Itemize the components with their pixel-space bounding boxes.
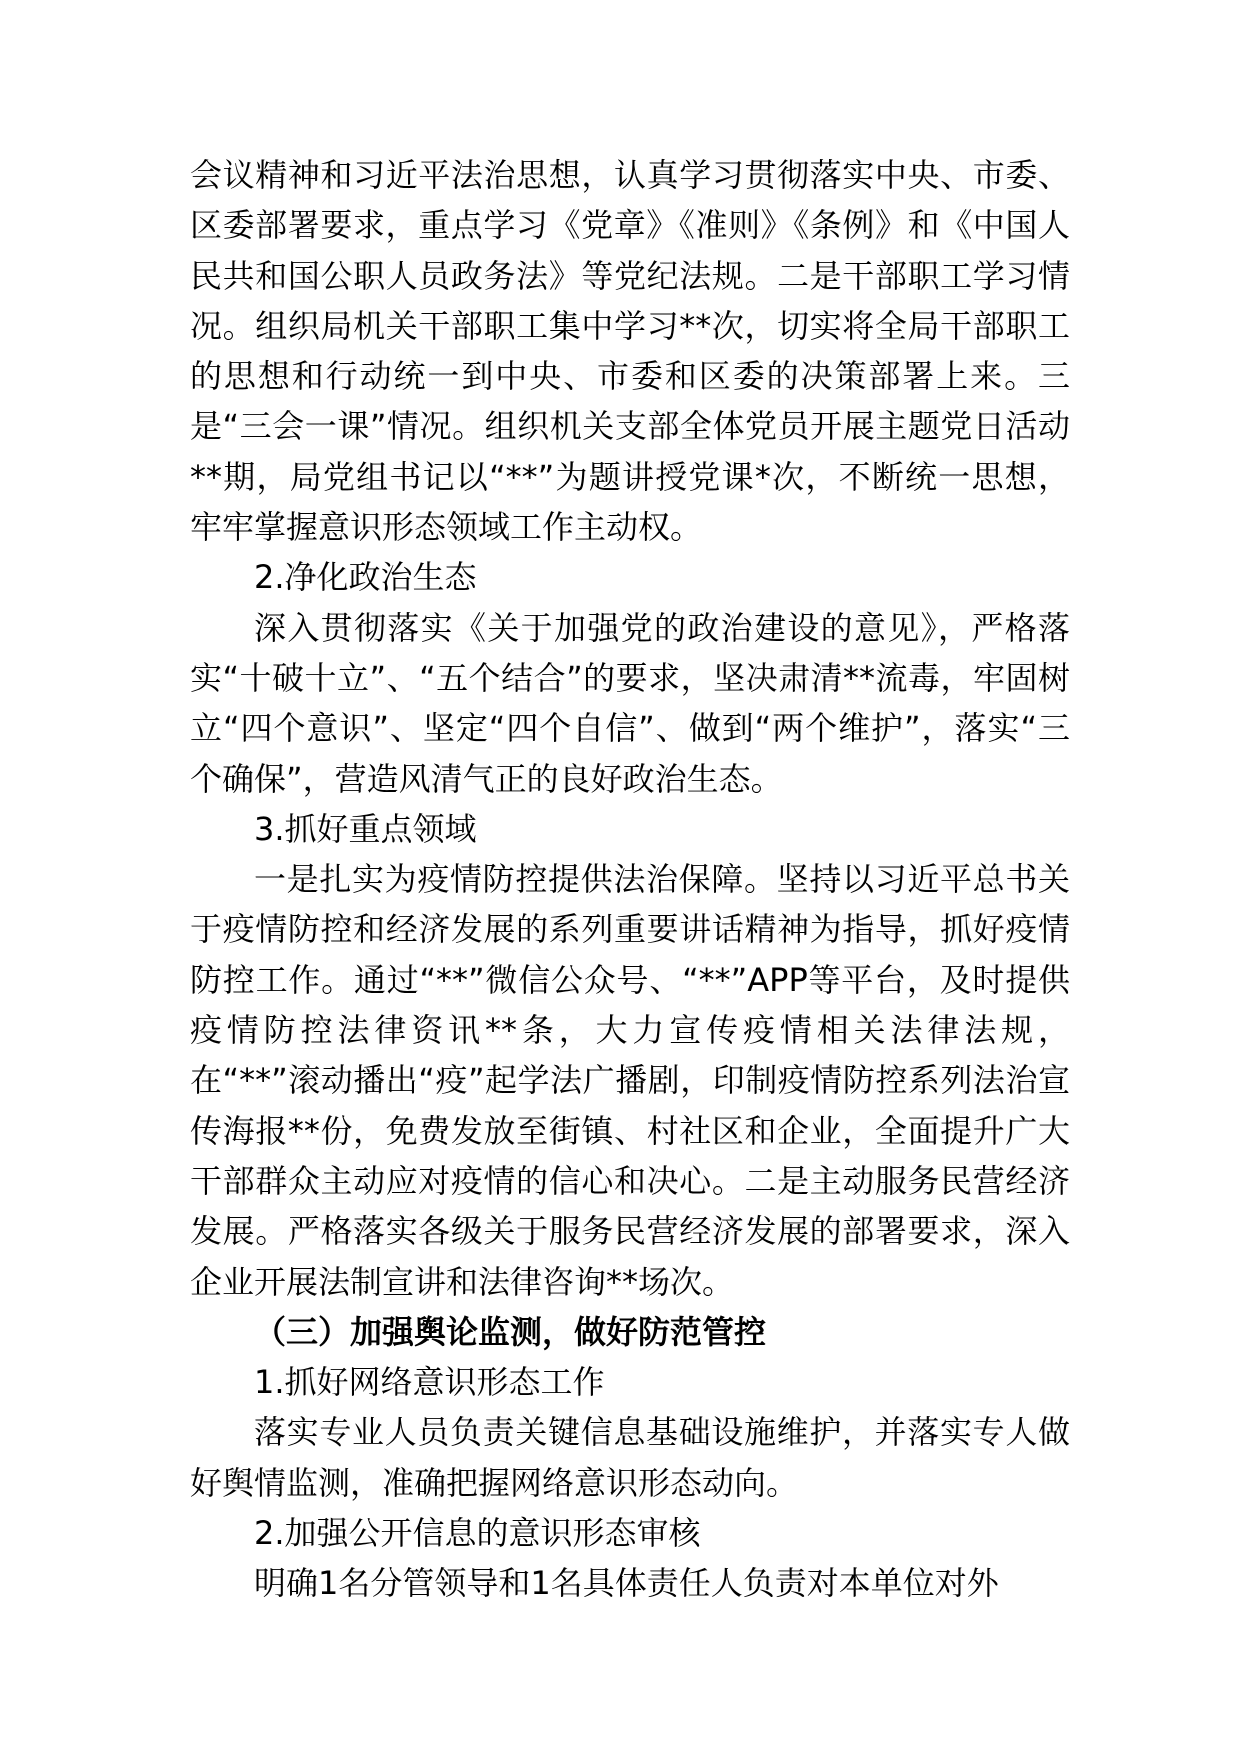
paragraph-continued-study: 会议精神和习近平法治思想，认真学习贯彻落实中央、市委、区委部署要求，重点学习《党章》《准则》《条例》和《中国人民共和国公职人员政务法》等党纪法规。二是干部职工学习情况。组织局机关干部职工集中学习**次，切实将全局干部职工的思想和行动统一到中央、市委和区委的决策部署上来。三是“三会一课”情况。组织机关支部全体党员开展主题党日活动**期，局党组书记以“**”为题讲授党课*次，不断统一思想，牢牢掌握意识形态领域工作主动权。 [190, 156, 1070, 547]
paragraph-political-ecology: 深入贯彻落实《关于加强党的政治建设的意见》，严格落实“十破十立”、“五个结合”的要求，坚决肃清**流毒，牢固树立“四个意识”、坚定“四个自信”、做到“两个维护”，落实“三个确保”，营造风清气正的良好政治生态。 [190, 608, 1070, 798]
subheading-purify-political-ecology: 2.净化政治生态 [254, 558, 477, 597]
document-body [190, 150, 1070, 1609]
section-heading-public-opinion: （三）加强舆论监测，做好防范管控 [254, 1312, 767, 1351]
paragraph-key-areas: 一是扎实为疫情防控提供法治保障。坚持以习近平总书关于疫情防控和经济发展的系列重要讲话精神为指导，抓好疫情防控工作。通过“**”微信公众号、“**”APP等平台，及时提供疫情防控法律资讯**条，大力宣传疫情相关法律法规，在“**”滚动播出“疫”起学法广播剧，印制疫情防控系列法治宣传海报**份，免费发放至街镇、村社区和企业，全面提升广大干部群众主动应对疫情的信心和决心。二是主动服务民营经济发展。严格落实各级关于服务民营经济发展的部署要求，深入企业开展法制宣讲和法律咨询**场次。 [190, 860, 1070, 1301]
subheading-information-review: 2.加强公开信息的意识形态审核 [254, 1514, 701, 1553]
paragraph-information-review: 明确1名分管领导和1名具体责任人负责对本单位对外 [254, 1564, 999, 1603]
subheading-key-areas: 3.抓好重点领域 [254, 809, 477, 848]
paragraph-network-ideology: 落实专业人员负责关键信息基础设施维护，并落实专人做好舆情监测，准确把握网络意识形态动向。 [190, 1413, 1070, 1502]
subheading-network-ideology: 1.抓好网络意识形态工作 [254, 1363, 605, 1402]
